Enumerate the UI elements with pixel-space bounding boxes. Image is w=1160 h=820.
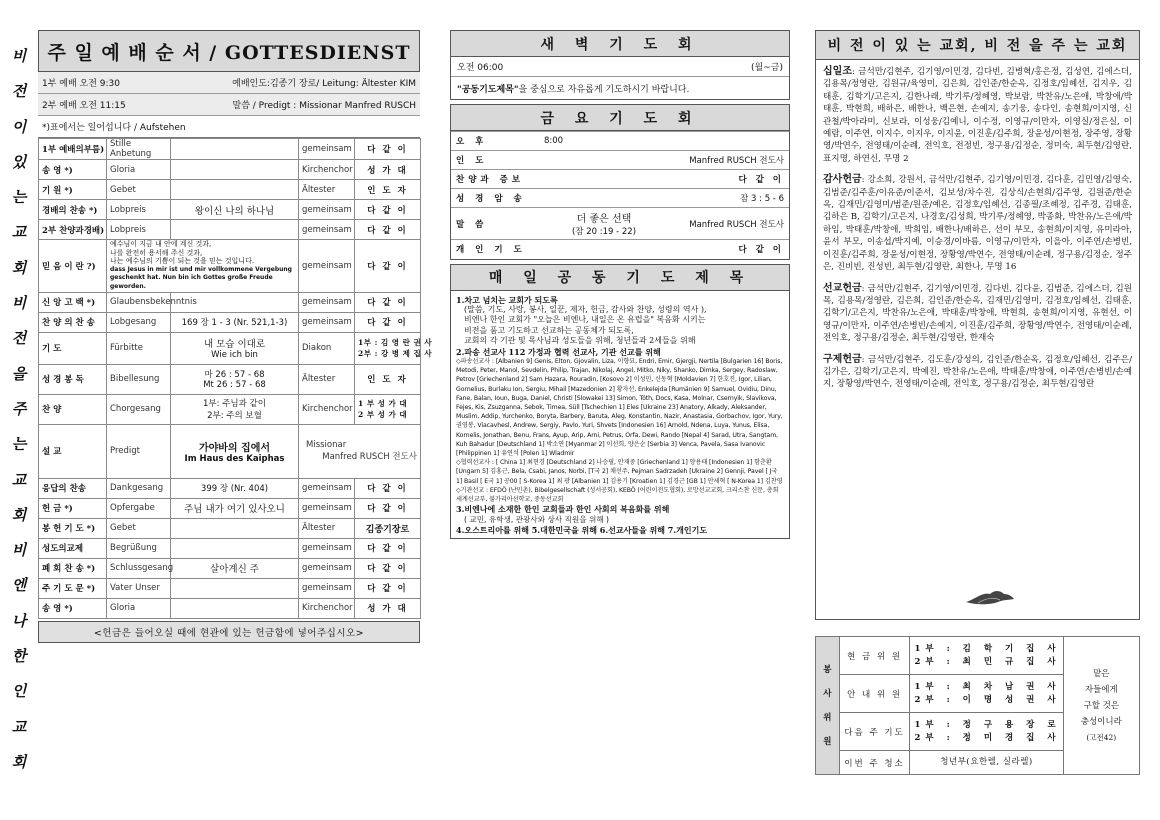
dove-icon	[964, 588, 1016, 606]
friday-row-label: 성 경 암 송	[451, 189, 539, 208]
order-item-by: 다 같 이	[355, 139, 421, 160]
order-item-by: 성 가 대	[355, 160, 421, 180]
service-committee-table	[815, 636, 1140, 775]
daily-prayer-box	[450, 264, 790, 540]
worship-order-row	[39, 598, 421, 618]
order-item-leader: gemeinsam	[299, 312, 355, 332]
order-item-detail	[171, 518, 299, 538]
order-item-ko: 송 영 *)	[39, 160, 107, 180]
worship-order-row	[39, 498, 421, 518]
order-item-de: Predigt	[107, 424, 171, 478]
order-item-leader: gemeinsam	[299, 139, 355, 160]
order-item-leader-line: Manfred RUSCH 전도사	[322, 452, 417, 463]
order-item-by: 다 같 이	[355, 578, 421, 598]
order-item-leader: Ältester	[299, 364, 355, 394]
prayer-topic-2: 2.파송 선교사 112 가정과 협력 선교사, 기관 선교를 위해	[456, 346, 661, 357]
donations-title: 비 전 이 있 는 교회, 비 전 을 주 는 교회	[815, 30, 1140, 60]
order-item-by: 인 도 자	[355, 180, 421, 200]
order-item-by-line: 1부 : 김 영 란 권 사	[358, 338, 433, 348]
service-person-2: 2부 : 이 명 성 권 사	[914, 694, 1061, 705]
order-item-detail-line: 내 모습 이대로	[203, 339, 266, 351]
service-role: 안 내 위 원	[839, 675, 910, 713]
friday-row-label: 말 씀	[451, 208, 539, 240]
order-item-by: 다 같 이	[355, 200, 421, 220]
order-item-ko: 찬 양	[39, 394, 107, 424]
motto-char: 회	[11, 752, 27, 771]
service-committee-label	[816, 637, 840, 775]
order-item-ko: 2부 찬양과경배)	[39, 220, 107, 240]
motto-char: 있	[11, 152, 27, 171]
order-item-ko: 신 앙 고 백 *)	[39, 292, 107, 312]
friday-row-right: 다 같 이	[669, 240, 789, 259]
order-item-detail	[171, 424, 299, 478]
order-item-leader: Kirchenchor	[299, 160, 355, 180]
order-item-detail: 169 장 1 - 3 (Nr. 521,1-3)	[171, 312, 299, 332]
order-item-de: Gebet	[107, 518, 171, 538]
vertical-motto	[4, 44, 34, 774]
service-person-2: 2부 : 최 민 규 집 사	[914, 656, 1061, 667]
order-item-de: Gloria	[107, 598, 171, 618]
friday-row-label: 찬양과 증보	[451, 170, 539, 189]
motto-char: 전	[11, 82, 27, 101]
order-item-de: Bibellesung	[107, 364, 171, 394]
motto-char: 인	[11, 682, 27, 701]
worship-order-row	[39, 558, 421, 578]
order-item-leader: Ältester	[299, 180, 355, 200]
order-item-de: Dankgesang	[107, 478, 171, 498]
order-item-leader: gemeinsam	[299, 558, 355, 578]
friday-row-mid: 8:00	[539, 132, 669, 151]
motto-char: 을	[11, 364, 27, 383]
motto-char: 교	[11, 223, 27, 242]
worship-order-row	[39, 394, 421, 424]
order-item-by: 다 같 이	[355, 240, 421, 293]
service-verse-line: 맡은	[1093, 668, 1110, 679]
order-item-detail-line: dass Jesus in mir ist und mir vollkommene Vergebung	[110, 265, 292, 273]
worship-order-row	[39, 332, 421, 364]
prayer-topic-1-detail	[456, 305, 784, 347]
friday-row-right: Manfred RUSCH 전도사	[669, 151, 789, 170]
motto-char: 엔	[11, 576, 27, 595]
order-item-leader	[299, 424, 421, 478]
dawn-prayer-time-row	[451, 57, 789, 77]
friday-row-right: 다 같 이	[669, 170, 789, 189]
motto-char: 전	[11, 329, 27, 348]
prayer-topic-1-line: 교회의 각 기관 및 목사님과 성도들을 위해, 청년들과 2세들을 위해	[464, 336, 696, 346]
donation-group	[823, 66, 1132, 165]
service-verse-line: (고전42)	[1086, 732, 1117, 742]
order-item-by	[355, 394, 421, 424]
order-item-detail-line: 가야바의 집에서	[198, 442, 271, 454]
service1-time: 1부 예배 오전 9:30	[42, 79, 120, 89]
order-item-de: Chorgesang	[107, 394, 171, 424]
friday-row-mid	[539, 151, 669, 170]
order-item-de: Vater Unser	[107, 578, 171, 598]
motto-char: 는	[11, 188, 27, 207]
worship-order-panel	[38, 30, 433, 643]
donation-group-label: 선교헌금	[823, 282, 862, 294]
donation-group-names: 금석만/김현주, 김도훈/강성의, 김인준/한순옥, 김정호/임혜선, 김주은/김가은, 김학기/고은지, 박예진, 박찬유/노은애, 박태훈/박창애, 이주연/손병빈/손예지, 장황영/박연수, 전영태/이순례, 전익호, 정구용/김정순, 최두현/김영란	[823, 354, 1132, 390]
prayer-topic-1-line: 비엔나 한인 교회가 "오늘은 비엔나, 내일은 온 유럽을" 복음화 시키는	[464, 315, 706, 325]
friday-prayer-row	[451, 170, 789, 189]
dawn-prayer-time: 오전 06:00	[457, 63, 504, 73]
motto-char: 비	[11, 47, 27, 65]
order-item-ko: 1부 예배의부름)	[39, 139, 107, 160]
order-item-detail	[171, 220, 299, 240]
order-item-de: Schlussgesang	[107, 558, 171, 578]
prayer-topic-1-line: 비전을 품고 기도하고 선교하는 공동체가 되도록,	[464, 325, 634, 335]
friday-prayer-row	[451, 132, 789, 151]
order-item-de: Fürbitte	[107, 332, 171, 364]
order-item-ko: 믿 음 이 란 ?)	[39, 240, 107, 293]
worship-order-row	[39, 312, 421, 332]
motto-char: 는	[11, 435, 27, 454]
order-item-detail	[171, 598, 299, 618]
service-verse-line: 구할 것은	[1083, 700, 1120, 711]
motto-char: 나	[11, 611, 27, 630]
service2-preacher: 말씀 / Predigt : Missionar Manfred RUSCH	[232, 101, 416, 111]
service-persons	[910, 675, 1063, 713]
order-item-detail-line: 1부: 주님과 같이	[203, 399, 266, 410]
order-item-leader: gemeinsam	[299, 220, 355, 240]
order-item-de: Gloria	[107, 160, 171, 180]
order-item-detail-line: 2부: 주의 보혈	[207, 411, 262, 422]
offering-note: <헌금은 들어오실 때에 현관에 있는 헌금함에 넣어주십시오>	[38, 621, 420, 643]
order-item-de: Stille Anbetung	[107, 139, 171, 160]
worship-order-row	[39, 139, 421, 160]
service-persons	[910, 751, 1063, 775]
friday-row-mid	[539, 208, 669, 240]
order-item-leader: gemeinsam	[299, 498, 355, 518]
service-committee-label-text: 봉사위원	[823, 664, 832, 747]
donation-group-names: 금석만/김현주, 김기영/이민경, 김다빈, 김병혁/홍은정, 김성연, 김에스더, 김용목/정영란, 김원규/육영미, 김은희, 김인준/한순옥, 김정호/임혜선, 김지우, 김태훈, 김학기/고은지, 김한나래, 박기루/정혜영, 박보람, 박찬유/노은애, 박창애/박태훈, 박현희, 배하은, 배한나, 백은현, 손예지, 송기웅, 송다인, 송현희/이지영, 신관철/박아라미, 신보라, 이성웅/김예니, 이수정, 이영규/이만자, 이영실/정은실, 이예람, 이주연, 이지수, 이지우, 이지윤, 이진훈/김주희, 장윤성/이현정, 장주영, 장황영/박연수, 전영태/이순례, 전익호, 전정빈, 정구용/김정순, 정미숙, 최두현/김영란, 표지명, 하연신, 무명 2	[823, 67, 1132, 164]
order-item-detail	[171, 578, 299, 598]
order-item-detail	[171, 139, 299, 160]
order-item-leader: Kirchenchor	[299, 394, 355, 424]
friday-prayer-title: 금 요 기 도 회	[451, 105, 789, 131]
order-item-detail: 살아계신 주	[171, 558, 299, 578]
service-role: 현 금 위 원	[839, 637, 910, 675]
order-item-leader: gemeinsam	[299, 538, 355, 558]
order-item-de: Opfergabe	[107, 498, 171, 518]
partner-missionaries: ◇협력선교사 : [ China 1] 최현경 [Deutschland 2] 나승필, 안재중 [Griechenland 1] 양용태 [Indonesien 1] 함춘환 [Ungarn 5] 김홍근, Bela, Csabi, Janos, Norbi, [T국 2] 채선주, Pejman Sadrzadeh [Ukraine 2] Gennji, Pavel [ J국 1] Basil [ E국 1] 공00 [ S-Korea 1] 최 광 [Albanien 1] 김용기 [Kroatien 1] 김경근 [GB 1] 안세혁 [ N-Korea 1] 김찬영	[456, 459, 783, 485]
order-item-by: 김종기장로	[355, 518, 421, 538]
worship-order-row	[39, 424, 421, 478]
order-item-detail-line: 예수님이 지금 내 안에 계신 것과,	[110, 240, 212, 248]
service2-info	[38, 94, 420, 116]
donation-label-separator: :	[861, 283, 868, 294]
motto-char: 회	[11, 505, 27, 524]
worship-order-row	[39, 478, 421, 498]
order-item-detail	[171, 160, 299, 180]
donation-label-separator: :	[851, 67, 859, 77]
order-item-ko: 주 기 도 문 *)	[39, 578, 107, 598]
friday-row-right: Manfred RUSCH 전도사	[669, 208, 789, 240]
friday-row-mid-line: 더 좋은 선택	[576, 214, 632, 225]
donation-group-names: 금석만/김현주, 김기영/이민경, 김다빈, 김다윤, 김범준, 김에스더, 김원목, 김용목/정영란, 김은희, 김인준/한순옥, 김재민/김영미, 김정호/임혜선, 김태훈, 김학기/고은지, 박찬유/노은애, 박태훈/박창애, 박현희, 송현희/이지영, 유현선, 이영규/이만자, 이주연/손병빈/손예지, 이진훈/김주희, 장황영/박연수, 전영태/이순례, 전익호, 정구용/김정순, 최두현/김영란, 한재숙	[823, 283, 1132, 344]
service-committee-row	[816, 637, 1140, 675]
donation-group-names: 강소희, 강원서, 금석만/김현주, 김기영/이민경, 김다훈, 김민영/김영숙, 김범준/김주훈/이유준/이준서, 김보성/차수진, 김상식/손현희/김주영, 김원준/한순옥, 김재민/김영미/범준/원준/예온, 김정호/임혜선, 김종필/조혜정, 김주경, 김태훈, 김하은 B, 김학기/고은지, 나경호/김성희, 박기루/정혜영, 박종화, 박찬유/노은애/박하임, 박태훈/박창애, 박희임, 배한나/배하은, 선이 부모, 송현희/이지영, 유미라아, 윤서 부모, 이송섭/박지예, 이승경/이바름, 이영규/이만자, 이을아, 이주연/손병빈, 이진훈/김주희, 장윤성/이현정, 장황영/박연수, 전영태/이순례, 정구용/김정순, 정주은, 진비빈, 진성빈, 최두현/김영란, 최한나, 무명 16	[823, 175, 1132, 273]
service2-time: 2부 예배 오전 11:15	[42, 101, 126, 111]
worship-order-row	[39, 292, 421, 312]
sent-missionaries: ◇파송선교사 : [Albanien 9] Genis, Elton, Gjovalin, Liza, 이향묘, Endri, Emir, Gjergji, Nertila [Bulgarien 16] Boris, Metodi, Peter, Manol, Sevdelin, Philip, Trajan, Nikolaj, Angel, Mitko, Niky, Shanko, Dimka, Sergey, Radoslaw, Petrov [Griechenland 2] Sam Hazara, Rouradin, [Kosovo 2] 이성민, 신동혁 [Moldavien 7] 한호진, Igor, Lilian, Gornelius, Burlaku Ion, Sergiu, Mihail [Mazedonien 2] 황자선, Enkelejda [Rumänien 9] Samuel, Ovidiu, Dinu, Fane, Balan, Ioun, Buga, Daniel, Christi [Slowakei 13] Simon, Tóth, Docs, Kasa, Molnar, Csernyik, Slavikova, Fejes, Kis, Zsuzganna, Sebok, Timea, Süll [Tschechien 1] Eles [Ukraine 23] Anatory, Alkady, Aleksander, Muslim, Addip, Yurchenko, Boryta, Barbery, Baruta, Aleg, Konstantin, Nazir, Anastasia, Gorbachov, Igor, Yury, 권영봉, Viacavhesl, Andrew, Sergiy, Pavlo, Yuri, Shvets [Indonesien 16] Arnold, Ndena, Luya, Yunus, Elisa, Kornelis, Jonathan, Benu, Frans, Ayup, Arip, Arni, Petrus, Orfa, Dewi, Rando [Nepal 4] Sarad, Utra, Sangtam, Kuh Bahadur [Deutschland 1] 박소연 [Myanmar 2] 이선희, 양은순 [Serbia 3] Venca, Pavela, Sasa Ivanovic [Philippinen 1] 유연석 [Polen 1] Wladmir	[456, 357, 783, 457]
order-item-by: 다 같 이	[355, 312, 421, 332]
order-item-by: 다 같 이	[355, 498, 421, 518]
order-item-detail-line: 나를 완전히 용서해 주신 것과,	[110, 248, 203, 257]
order-item-leader: gemeinsam	[299, 292, 355, 312]
order-item-ko: 설 교	[39, 424, 107, 478]
donation-group	[823, 174, 1132, 273]
donation-label-separator: :	[861, 354, 869, 365]
order-item-de: Glaubensbekenntnis	[107, 292, 171, 312]
motto-char: 한	[11, 647, 27, 666]
worship-order-row	[39, 160, 421, 180]
friday-row-label: 오 후	[451, 132, 539, 151]
friday-prayer-table	[451, 131, 789, 259]
dawn-prayer-title: 새 벽 기 도 회	[451, 31, 789, 57]
dawn-prayer-box	[450, 30, 790, 100]
service-person-1: 1부 : 정 구 용 장 로	[914, 719, 1061, 730]
friday-prayer-row	[451, 240, 789, 259]
order-item-de: Lobgesang	[107, 312, 171, 332]
worship-order-table	[38, 138, 433, 619]
friday-row-mid	[539, 170, 669, 189]
institution-missions: ◇기관선교 : EFDÖ (난민촌), Bibelgesellschaft (성서공회), KEBÖ (어린이전도협회), 로망선교교회, 크리스찬 신문, 총회세계선교부, 불가리아선학교, 중동선교회	[456, 486, 779, 503]
order-item-detail	[171, 364, 299, 394]
friday-row-mid	[539, 240, 669, 259]
order-item-by: 다 같 이	[355, 558, 421, 578]
order-item-leader: gemeinsam	[299, 578, 355, 598]
dawn-prayer-note-text: 을 중심으로 자유롭게 기도하시기 바랍니다.	[518, 84, 690, 95]
prayer-topic-3: 3.비엔나에 소재한 한인 교회들과 한인 사회의 복음화를 위해	[456, 504, 670, 515]
order-item-by: 다 같 이	[355, 220, 421, 240]
friday-row-right	[669, 132, 789, 151]
order-item-ko: 헌 금 *)	[39, 498, 107, 518]
friday-prayer-box	[450, 104, 790, 260]
prayer-topic-1: 1.차고 넘치는 교회가 되도록	[456, 294, 558, 305]
order-item-ko: 송 영 *)	[39, 598, 107, 618]
order-item-detail-line: 마 26 : 57 - 68	[204, 370, 265, 381]
prayer-topic-4-7: 4.오스트리아를 위해 5.대한민국을 위해 6.선교사들을 위해 7.개인기도	[456, 525, 708, 535]
order-item-detail	[171, 180, 299, 200]
daily-prayer-title: 매 일 공 동 기 도 제 목	[451, 265, 789, 291]
order-item-detail	[171, 394, 299, 424]
friday-row-mid	[539, 189, 669, 208]
order-item-leader: gemeinsam	[299, 200, 355, 220]
order-item-ko: 기 원 *)	[39, 180, 107, 200]
service-persons	[910, 637, 1063, 675]
order-item-detail	[171, 332, 299, 364]
service1-info	[38, 72, 420, 94]
motto-char: 회	[11, 258, 27, 277]
order-item-leader: gemeinsam	[299, 240, 355, 293]
worship-order-row	[39, 538, 421, 558]
order-item-by: 성 가 대	[355, 598, 421, 618]
order-item-detail-line: geschenkt hat. Nun bin ich Gottes große Freude geworden.	[110, 274, 273, 290]
service-verse-line: 충성이니라	[1080, 716, 1122, 727]
service-person-1: 청년부(요한렐, 실라렐)	[940, 757, 1033, 767]
order-item-by-line: 2부 : 강 병 제 집 사	[358, 349, 433, 359]
order-item-ko: 봉 헌 기 도 *)	[39, 518, 107, 538]
order-item-ko: 응답의 찬송	[39, 478, 107, 498]
order-item-ko: 경배의 찬송 *)	[39, 200, 107, 220]
order-item-by-line: 1 부 성 가 대	[358, 399, 408, 409]
dawn-prayer-days: (월~금)	[751, 63, 783, 73]
order-item-by	[355, 332, 433, 364]
order-item-de: Gebet	[107, 180, 171, 200]
order-item-by: 다 같 이	[355, 292, 421, 312]
order-item-detail: 399 장 (Nr. 404)	[171, 478, 299, 498]
order-item-de: Lobpreis	[107, 200, 171, 220]
donation-group	[823, 354, 1132, 391]
order-item-by: 다 같 이	[355, 538, 421, 558]
order-item-detail-line: Im Haus des Kaiphas	[184, 453, 285, 464]
dawn-prayer-note	[451, 77, 789, 99]
order-item-ko: 성도의교제	[39, 538, 107, 558]
stand-note: *)표에서는 일어섭니다 / Aufstehen	[38, 116, 420, 138]
service-role: 이번 주 청소	[839, 751, 910, 775]
worship-order-row	[39, 364, 421, 394]
donation-group-label: 구제헌금	[823, 353, 862, 365]
donation-label-separator: :	[861, 175, 868, 186]
worship-order-row	[39, 518, 421, 538]
motto-char: 교	[11, 470, 27, 489]
friday-row-label: 개 인 기 도	[451, 240, 539, 259]
worship-order-row	[39, 200, 421, 220]
worship-order-row	[39, 240, 421, 293]
order-item-de: Begrüßung	[107, 538, 171, 558]
order-item-by-line: 2 부 성 가 대	[358, 410, 408, 420]
motto-char: 비	[11, 541, 27, 560]
order-item-ko: 기 도	[39, 332, 107, 364]
friday-prayer-row	[451, 151, 789, 170]
service-role: 다음 주 기도	[839, 713, 910, 751]
motto-char: 교	[11, 717, 27, 736]
service-verse	[1063, 637, 1139, 775]
order-item-detail-line: 나는 예수님의 기쁨이 되는 것을 믿는 것입니다.	[110, 257, 255, 266]
worship-order-title: 주 일 예 배 순 서 / GOTTESDIENST	[38, 30, 420, 72]
prayer-topic-1-line: (말씀, 기도, 사랑, 봉사, 일꾼, 제자, 헌금, 감사와 찬양, 성령의 역사 ),	[464, 304, 707, 314]
donation-group-label: 십일조	[823, 66, 852, 77]
worship-order-row	[39, 220, 421, 240]
order-item-leader: Diakon	[299, 332, 355, 364]
donation-group	[823, 283, 1132, 345]
order-item-by: 인 도 자	[355, 364, 421, 394]
service-persons	[910, 713, 1063, 751]
friday-row-mid-line: (잠 20 :19 - 22)	[571, 227, 637, 237]
service1-leader: 예배인도:김종기 장로/ Leitung: Ältester KIM	[232, 79, 416, 89]
order-item-leader: gemeinsam	[299, 478, 355, 498]
dawn-prayer-note-bold: "공동기도제목"	[457, 84, 519, 95]
donations-list	[815, 60, 1140, 620]
order-item-leader-line: Missionar	[306, 440, 347, 451]
donations-panel	[815, 30, 1140, 620]
friday-prayer-row	[451, 208, 789, 240]
worship-order-row	[39, 578, 421, 598]
service-person-2: 2부 : 정 미 경 집 사	[914, 732, 1061, 743]
order-item-ko: 찬 양 의 찬 송	[39, 312, 107, 332]
donation-group-label: 감사헌금	[823, 174, 862, 186]
order-item-detail: 주님 내가 여기 있사오니	[171, 498, 299, 518]
order-item-detail-line: Wie ich bin	[211, 350, 258, 361]
motto-char: 주	[11, 399, 27, 418]
order-item-leader: Kirchenchor	[299, 598, 355, 618]
prayer-panel	[450, 30, 790, 539]
friday-prayer-row	[451, 189, 789, 208]
order-item-detail-line: Mt 26 : 57 - 68	[203, 380, 266, 391]
order-item-detail	[107, 240, 299, 293]
service-verse-line: 자들에게	[1084, 684, 1118, 695]
service-person-1: 1부 : 김 학 기 집 사	[914, 643, 1061, 654]
friday-row-label: 인 도	[451, 151, 539, 170]
order-item-ko: 폐 회 찬 송 *)	[39, 558, 107, 578]
service-person-1: 1부 : 최 차 남 권 사	[914, 681, 1061, 692]
order-item-detail: 왕이신 나의 하나님	[171, 200, 299, 220]
worship-order-row	[39, 180, 421, 200]
order-item-leader: Ältester	[299, 518, 355, 538]
order-item-by: 다 같 이	[355, 478, 421, 498]
daily-prayer-content	[451, 291, 789, 539]
motto-char: 비	[11, 294, 27, 313]
order-item-de: Lobpreis	[107, 220, 171, 240]
friday-row-right: 잠 3 : 5 - 6	[669, 189, 789, 208]
order-item-ko: 성 경 봉 독	[39, 364, 107, 394]
prayer-topic-3-detail: ( 교민, 유학생, 관광사와 상사 직원을 위해 )	[464, 514, 610, 524]
order-item-detail	[171, 538, 299, 558]
motto-char: 이	[11, 117, 27, 136]
